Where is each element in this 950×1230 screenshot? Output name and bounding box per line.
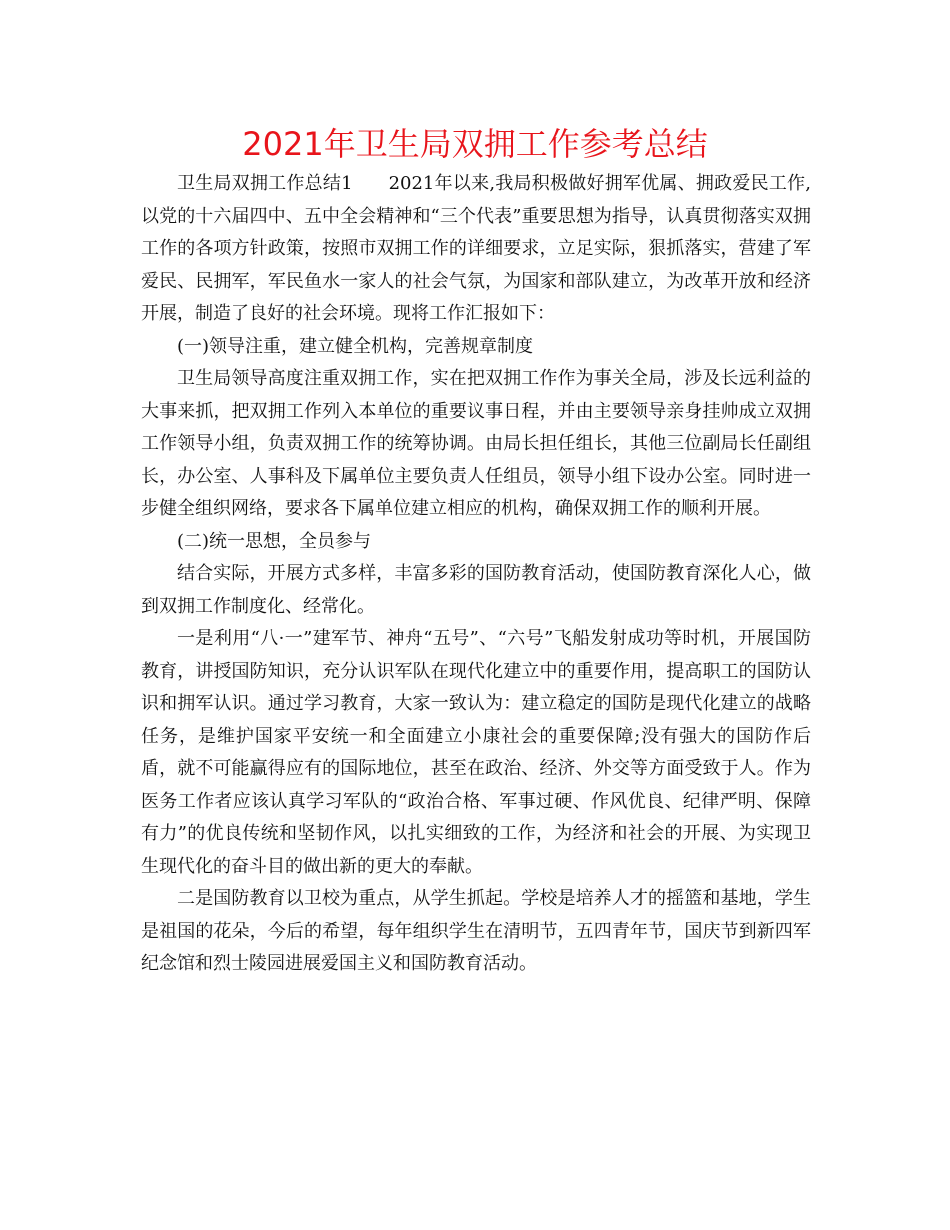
paragraph-point-one: 一是利用“八·一”建军节、神舟“五号”、“六号”飞船发射成功等时机，开展国防教育，讲授国防知识，充分认识军队在现代化建立中的重要作用，提高职工的国防认识和拥军认识。通过学习教育，大家一致认为：建立稳定的国防是现代化建立的战略任务，是维护国家平安统一和全面建立小康社会的重要保障;没有强大的国防作后盾，就不可能赢得应有的国际地位，甚至在政治、经济、外交等方面受致于人。作为医务工作者应该认真学习军队的“政治合格、军事过硬、作风优良、纪律严明、保障有力”的优良传统和坚韧作风，以扎实细致的工作，为经济和社会的开展、为实现卫生现代化的奋斗目的做出新的更大的奉献。 [141, 628, 811, 877]
section-heading-2: (二)统一思想，全员参与 [177, 530, 372, 552]
paragraph-leadership: 卫生局领导高度注重双拥工作，实在把双拥工作作为事关全局，涉及长远利益的大事来抓，把双拥工作列入本单位的重要议事日程，并由主要领导亲身挂帅成立双拥工作领导小组，负责双拥工作的统筹协调。由局长担任组长，其他三位副局长任副组长，办公室、人事科及下属单位主要负责人任组员，领导小组下设办公室。同时进一步健全组织网络，要求各下属单位建立相应的机构，确保双拥工作的顺利开展。 [141, 368, 811, 519]
paragraph-intro-text: 2021年以来,我局积极做好拥军优属、拥政爱民工作,以党的十六届四中、五中全会精神和“三个代表”重要思想为指导，认真贯彻落实双拥工作的各项方针政策，按照市双拥工作的详细要求，立足实际，狠抓落实，营建了军爱民、民拥军，军民鱼水一家人的社会气氛，为国家和部队建立，为改革开放和经济开展，制造了良好的社会环境。现将工作汇报如下： [141, 173, 812, 324]
section-heading-1: (一)领导注重，建立健全机构，完善规章制度 [177, 335, 534, 357]
paragraph-point-two: 二是国防教育以卫校为重点，从学生抓起。学校是培养人才的摇篮和基地，学生是祖国的花朵，今后的希望，每年组织学生在清明节，五四青年节，国庆节到新四军纪念馆和烈士陵园进展爱国主义和国防教育活动。 [141, 888, 811, 974]
document-title: 2021年卫生局双拥工作参考总结 [242, 125, 708, 163]
paragraph-intro [141, 168, 811, 331]
intro-label: 卫生局双拥工作总结1 [177, 173, 353, 194]
document-body [141, 168, 811, 981]
paragraph-activities: 结合实际，开展方式多样，丰富多彩的国防教育活动，使国防教育深化人心，做到双拥工作制度化、经常化。 [141, 563, 811, 617]
